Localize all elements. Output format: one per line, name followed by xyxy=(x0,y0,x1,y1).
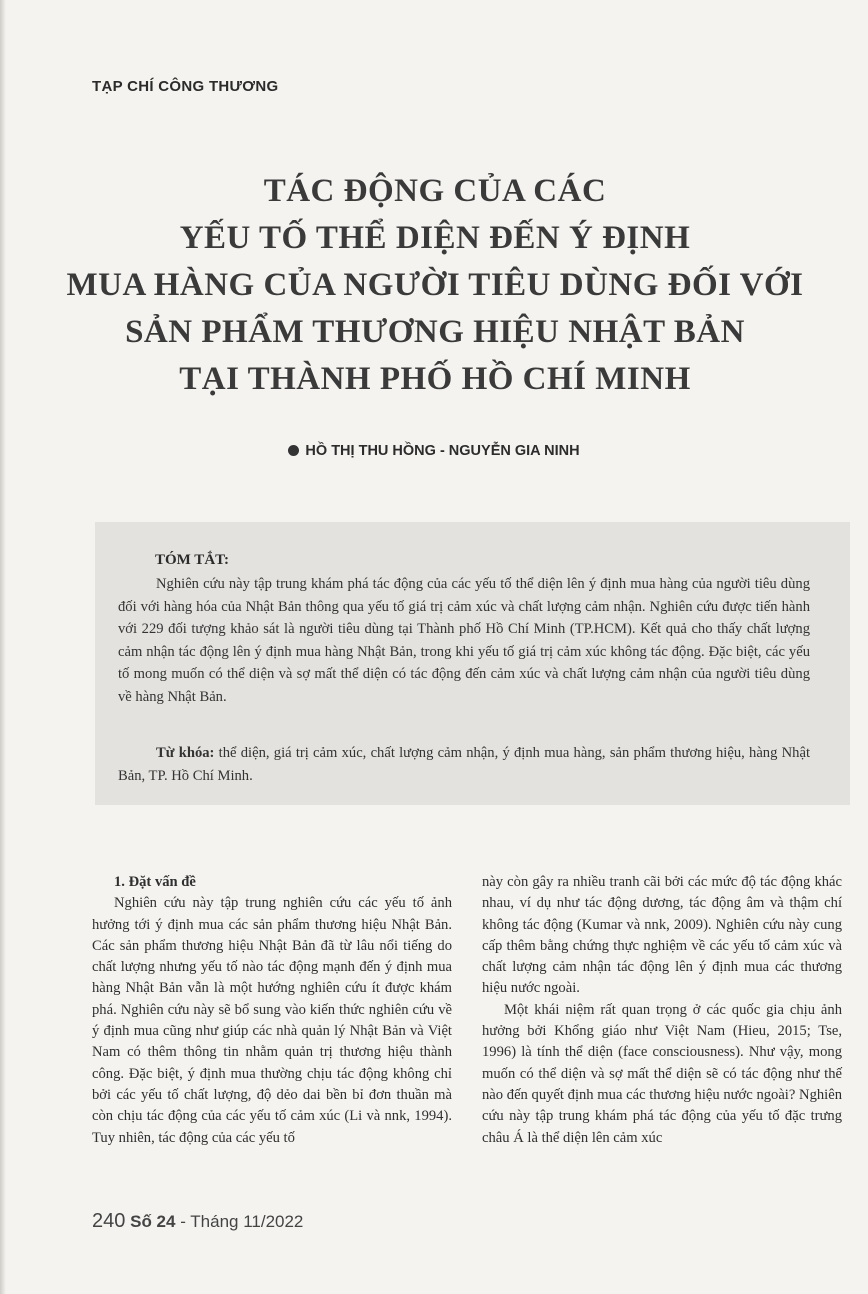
page-footer xyxy=(92,1210,303,1233)
right-column xyxy=(482,872,842,1149)
issue-date: - Tháng 11/2022 xyxy=(175,1212,304,1231)
section-heading: 1. Đặt vấn đề xyxy=(114,874,196,890)
authors: HỒ THỊ THU HỒNG - NGUYỄN GIA NINH xyxy=(305,443,580,459)
body-paragraph: Nghiên cứu này tập trung nghiên cứu các yếu tố ảnh hưởng tới ý định mua các sản phẩm thương hiệu Nhật Bản. Các sản phẩm thương hiệu Nhật Bản đã từ lâu nổi tiếng do chất lượng nhưng yếu tố nào tác động mạnh đến ý định mua hàng Nhật Bản vẫn là một hướng nghiên cứu ít được khám phá. Nghiên cứu này sẽ bổ sung vào kiến thức nghiên cứu về ý định mua cũng như giúp các nhà quản lý Nhật Bản và Việt Nam có thêm thông tin nhằm quản trị thương hiệu thành công. Đặc biệt, ý định mua thường chịu tác động không chỉ bởi các yếu tố chất lượng, độ dẻo dai bền bỉ đơn thuần mà còn chịu tác động của các yếu tố cảm xúc (Li và nnk, 1994). Tuy nhiên, tác động của các yếu tố xyxy=(92,895,452,1146)
body-paragraph: Một khái niệm rất quan trọng ở các quốc gia chịu ảnh hưởng bởi Khổng giáo như Việt Nam (Hieu, 2015; Tse, 1996) là tính thể diện (face consciousness). Như vậy, mong muốn có thể diện và sợ mất thể diện sẽ có tác động như thế nào đến quyết định mua các thương hiệu nước ngoài? Nghiên cứu này tập trung khám phá tác động của yếu tố đặc trưng châu Á là thể diện lên cảm xúc xyxy=(482,1001,842,1146)
title-line: MUA HÀNG CỦA NGƯỜI TIÊU DÙNG ĐỐI VỚI xyxy=(66,267,804,303)
page-edge-shadow xyxy=(0,0,6,1294)
abstract-text xyxy=(118,573,810,709)
keywords-list: thể diện, giá trị cảm xúc, chất lượng cảm nhận, ý định mua hàng, sản phẩm thương hiệu, hàng Nhật Bản, TP. Hồ Chí Minh. xyxy=(118,745,811,784)
abstract-heading: TÓM TẮT: xyxy=(155,552,230,568)
keywords-label: Từ khóa: xyxy=(156,745,215,761)
issue-number: Số 24 xyxy=(130,1212,176,1231)
title-line: TÁC ĐỘNG CỦA CÁC xyxy=(263,173,607,209)
abstract-paragraph: Nghiên cứu này tập trung khám phá tác động của các yếu tố thể diện lên ý định mua hàng của người tiêu dùng đối với hàng hóa của Nhật Bản thông qua yếu tố giá trị cảm xúc và chất lượng cảm nhận. Nghiên cứu được tiến hành với 229 đối tượng khảo sát là người tiêu dùng tại Thành phố Hồ Chí Minh (TP.HCM). Kết quả cho thấy chất lượng cảm nhận tác động lên ý định mua hàng Nhật Bản, trong khi yếu tố giá trị cảm xúc không tác động. Đặc biệt, các yếu tố mong muốn có thể diện và sợ mất thể diện có tác động đến cảm xúc và chất lượng cảm nhận của người tiêu dùng về hàng Nhật Bản. xyxy=(118,576,810,705)
keywords xyxy=(118,742,810,787)
body-paragraph: này còn gây ra nhiều tranh cãi bởi các mức độ tác động khác nhau, ví dụ như tác động dương, tác động âm và thậm chí không tác động (Kumar và nnk, 2009). Nghiên cứu này cung cấp thêm bằng chứng thực nghiệm về các yếu tố cảm xúc và chất lượng cảm nhận tác động lên ý định mua các thương hiệu nước ngoài. xyxy=(482,874,842,997)
article-title xyxy=(40,168,830,403)
title-line: YẾU TỐ THỂ DIỆN ĐẾN Ý ĐỊNH xyxy=(179,220,691,256)
left-column xyxy=(92,872,452,1149)
author-line xyxy=(0,443,868,459)
journal-name: TẠP CHÍ CÔNG THƯƠNG xyxy=(92,78,279,95)
page-number: 240 xyxy=(92,1210,126,1232)
title-line: SẢN PHẨM THƯƠNG HIỆU NHẬT BẢN xyxy=(125,314,745,350)
title-line: TẠI THÀNH PHỐ HỒ CHÍ MINH xyxy=(179,361,691,397)
bullet-dot-icon xyxy=(288,445,299,456)
